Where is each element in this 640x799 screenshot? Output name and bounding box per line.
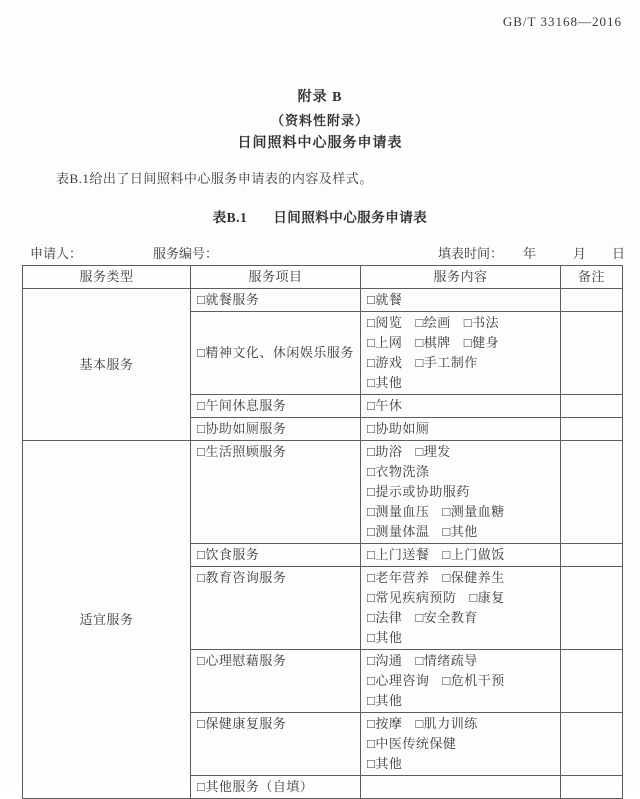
remark-cell bbox=[561, 713, 623, 776]
checkbox-option bbox=[367, 315, 402, 330]
intro-paragraph: 表B.1给出了日间照料中心服务申请表的内容及样式。 bbox=[56, 171, 373, 186]
checkbox-icon: □ bbox=[367, 653, 376, 668]
checkbox-option bbox=[464, 315, 499, 330]
checkbox-icon: □ bbox=[442, 570, 451, 585]
table-row bbox=[23, 441, 623, 544]
checkbox-option bbox=[367, 421, 429, 436]
checkbox-icon: □ bbox=[367, 547, 376, 562]
service-item-cell bbox=[191, 395, 361, 418]
content-line bbox=[367, 373, 554, 393]
checkbox-option bbox=[415, 444, 450, 459]
day-label: 日 bbox=[612, 246, 626, 261]
option-label: 其他 bbox=[375, 756, 403, 771]
checkbox-option bbox=[367, 547, 429, 562]
checkbox-icon: □ bbox=[197, 547, 206, 562]
checkbox-icon: □ bbox=[197, 292, 206, 307]
option-label: 沟通 bbox=[375, 653, 403, 668]
remark-cell bbox=[561, 776, 623, 799]
checkbox-option bbox=[442, 673, 504, 688]
option-label: 阅览 bbox=[375, 315, 403, 330]
checkbox-option bbox=[469, 590, 504, 605]
checkbox-option bbox=[367, 610, 402, 625]
checkbox-option bbox=[442, 547, 504, 562]
content-line bbox=[367, 568, 554, 588]
option-label: 中医传统保健 bbox=[375, 736, 457, 751]
checkbox-icon: □ bbox=[367, 504, 376, 519]
option-label: 情绪疏导 bbox=[423, 653, 478, 668]
checkbox-icon: □ bbox=[197, 716, 206, 731]
option-label: 其他 bbox=[450, 524, 478, 539]
option-label: 肌力训练 bbox=[423, 716, 478, 731]
checkbox-icon: □ bbox=[442, 547, 451, 562]
remark-cell bbox=[561, 441, 623, 544]
checkbox-icon: □ bbox=[367, 484, 376, 499]
service-application-table bbox=[22, 265, 623, 799]
option-label: 提示或协助服药 bbox=[375, 484, 470, 499]
checkbox-option bbox=[415, 653, 477, 668]
column-header-remark: 备注 bbox=[561, 266, 623, 289]
remark-cell bbox=[561, 418, 623, 441]
checkbox-icon: □ bbox=[415, 315, 424, 330]
service-item-cell bbox=[191, 418, 361, 441]
checkbox-icon: □ bbox=[367, 464, 376, 479]
option-label: 危机干预 bbox=[450, 673, 505, 688]
service-item-label: 其他服务（自填） bbox=[205, 779, 314, 794]
option-label: 游戏 bbox=[375, 355, 403, 370]
checkbox-icon: □ bbox=[197, 421, 206, 436]
option-label: 助浴 bbox=[375, 444, 403, 459]
service-item-cell bbox=[191, 567, 361, 650]
checkbox-option bbox=[367, 355, 402, 370]
service-table-body bbox=[23, 289, 623, 799]
content-line bbox=[367, 545, 554, 565]
option-label: 其他 bbox=[375, 375, 403, 390]
checkbox-icon: □ bbox=[463, 335, 473, 350]
table-caption-number: 表B.1 bbox=[212, 210, 248, 225]
checkbox-icon: □ bbox=[415, 444, 424, 459]
content-line bbox=[367, 628, 554, 648]
checkbox-icon: □ bbox=[415, 610, 424, 625]
checkbox-icon: □ bbox=[367, 716, 376, 731]
service-item-label: 保健康复服务 bbox=[205, 716, 287, 731]
checkbox-option bbox=[367, 570, 429, 585]
checkbox-option bbox=[415, 315, 450, 330]
remark-cell bbox=[561, 544, 623, 567]
option-label: 协助如厕 bbox=[375, 421, 430, 436]
content-line bbox=[367, 714, 554, 734]
option-label: 测量血压 bbox=[375, 504, 430, 519]
option-label: 上网 bbox=[375, 335, 403, 350]
checkbox-icon: □ bbox=[367, 570, 376, 585]
option-label: 其他 bbox=[375, 693, 403, 708]
checkbox-option bbox=[367, 693, 402, 708]
service-item-cell bbox=[191, 312, 361, 395]
service-item-label: 心理慰藉服务 bbox=[205, 653, 287, 668]
service-number-label: 服务编号： bbox=[153, 246, 219, 261]
checkbox-icon: □ bbox=[415, 355, 424, 370]
service-item-label: 就餐服务 bbox=[205, 292, 260, 307]
content-line bbox=[367, 442, 554, 462]
appendix-name: 日间照料中心服务申请表 bbox=[237, 136, 403, 151]
content-line bbox=[367, 462, 554, 482]
checkbox-option bbox=[367, 590, 456, 605]
checkbox-option bbox=[367, 375, 402, 390]
service-item-label: 饮食服务 bbox=[205, 547, 260, 562]
checkbox-icon: □ bbox=[367, 421, 376, 436]
option-label: 棋牌 bbox=[423, 335, 451, 350]
checkbox-icon: □ bbox=[463, 315, 473, 330]
content-line bbox=[367, 333, 554, 353]
checkbox-option bbox=[367, 398, 402, 413]
checkbox-icon: □ bbox=[367, 398, 376, 413]
appendix-title: 附录 B bbox=[297, 90, 343, 105]
checkbox-option bbox=[442, 524, 477, 539]
checkbox-option bbox=[367, 630, 402, 645]
service-item-label: 生活照顾服务 bbox=[205, 444, 287, 459]
checkbox-option bbox=[415, 355, 477, 370]
option-label: 衣物洗涤 bbox=[375, 464, 430, 479]
checkbox-option bbox=[367, 653, 402, 668]
column-header-service-content: 服务内容 bbox=[361, 266, 561, 289]
service-content-cell bbox=[361, 289, 561, 312]
service-content-cell bbox=[361, 395, 561, 418]
option-label: 其他 bbox=[375, 630, 403, 645]
remark-cell bbox=[561, 312, 623, 395]
service-content-cell bbox=[361, 650, 561, 713]
content-line bbox=[367, 734, 554, 754]
service-item-cell bbox=[191, 650, 361, 713]
option-label: 书法 bbox=[472, 315, 500, 330]
service-content-cell bbox=[361, 776, 561, 799]
service-item-cell bbox=[191, 776, 361, 799]
remark-cell bbox=[561, 567, 623, 650]
checkbox-icon: □ bbox=[367, 610, 376, 625]
service-item-cell bbox=[191, 713, 361, 776]
checkbox-icon: □ bbox=[367, 524, 376, 539]
service-content-cell bbox=[361, 418, 561, 441]
content-line bbox=[367, 313, 554, 333]
remark-cell bbox=[561, 650, 623, 713]
checkbox-icon: □ bbox=[197, 570, 206, 585]
checkbox-icon: □ bbox=[197, 398, 206, 413]
option-label: 午休 bbox=[375, 398, 403, 413]
checkbox-icon: □ bbox=[415, 335, 424, 350]
checkbox-icon: □ bbox=[367, 315, 376, 330]
option-label: 老年营养 bbox=[375, 570, 430, 585]
option-label: 理发 bbox=[423, 444, 451, 459]
service-item-cell bbox=[191, 289, 361, 312]
content-line bbox=[367, 691, 554, 711]
service-item-label: 协助如厕服务 bbox=[205, 421, 287, 436]
checkbox-icon: □ bbox=[367, 375, 376, 390]
checkbox-icon: □ bbox=[197, 653, 206, 668]
option-label: 康复 bbox=[477, 590, 505, 605]
checkbox-icon: □ bbox=[442, 673, 451, 688]
service-item-cell bbox=[191, 441, 361, 544]
checkbox-option bbox=[367, 335, 402, 350]
content-line bbox=[367, 419, 554, 439]
service-content-cell bbox=[361, 312, 561, 395]
service-content-cell bbox=[361, 441, 561, 544]
checkbox-option bbox=[367, 292, 402, 307]
checkbox-icon: □ bbox=[367, 736, 376, 751]
checkbox-icon: □ bbox=[367, 292, 376, 307]
checkbox-icon: □ bbox=[442, 504, 451, 519]
content-line bbox=[367, 396, 554, 416]
standard-number: GB/T 33168—2016 bbox=[502, 14, 622, 29]
service-content-cell bbox=[361, 544, 561, 567]
service-item-label: 午间休息服务 bbox=[205, 398, 287, 413]
checkbox-option bbox=[415, 335, 450, 350]
checkbox-option bbox=[367, 736, 456, 751]
checkbox-option bbox=[367, 464, 429, 479]
option-label: 保健养生 bbox=[450, 570, 505, 585]
service-item-cell bbox=[191, 544, 361, 567]
checkbox-icon: □ bbox=[197, 345, 206, 360]
option-label: 测量血糖 bbox=[450, 504, 505, 519]
service-item-label: 精神文化、休闲娱乐服务 bbox=[205, 345, 354, 360]
checkbox-icon: □ bbox=[367, 590, 376, 605]
checkbox-option bbox=[367, 716, 402, 731]
checkbox-option bbox=[415, 610, 477, 625]
checkbox-option bbox=[442, 570, 504, 585]
applicant-label: 申请人： bbox=[30, 246, 83, 261]
checkbox-icon: □ bbox=[367, 673, 376, 688]
checkbox-icon: □ bbox=[415, 716, 424, 731]
checkbox-icon: □ bbox=[197, 444, 206, 459]
service-item-label: 教育咨询服务 bbox=[205, 570, 287, 585]
appendix-note: （资料性附录） bbox=[270, 113, 369, 128]
checkbox-icon: □ bbox=[442, 524, 451, 539]
title-block bbox=[0, 86, 640, 155]
checkbox-option bbox=[367, 756, 402, 771]
content-line bbox=[367, 754, 554, 774]
checkbox-option bbox=[367, 504, 429, 519]
checkbox-option bbox=[464, 335, 499, 350]
option-label: 上门做饭 bbox=[450, 547, 505, 562]
option-label: 法律 bbox=[375, 610, 403, 625]
option-label: 绘画 bbox=[423, 315, 451, 330]
checkbox-option bbox=[367, 673, 429, 688]
content-line bbox=[367, 353, 554, 373]
content-line bbox=[367, 290, 554, 310]
table-caption bbox=[0, 206, 640, 226]
content-line bbox=[367, 608, 554, 628]
content-line bbox=[367, 651, 554, 671]
option-label: 按摩 bbox=[375, 716, 403, 731]
checkbox-icon: □ bbox=[469, 590, 478, 605]
remark-cell bbox=[561, 289, 623, 312]
content-line bbox=[367, 588, 554, 608]
column-header-service-item: 服务项目 bbox=[191, 266, 361, 289]
content-line bbox=[367, 671, 554, 691]
column-header-service-type: 服务类型 bbox=[23, 266, 191, 289]
service-content-cell bbox=[361, 713, 561, 776]
option-label: 测量体温 bbox=[375, 524, 430, 539]
checkbox-option bbox=[367, 524, 429, 539]
checkbox-icon: □ bbox=[367, 756, 376, 771]
option-label: 就餐 bbox=[375, 292, 403, 307]
checkbox-icon: □ bbox=[367, 355, 376, 370]
service-content-cell bbox=[361, 567, 561, 650]
content-line bbox=[367, 522, 554, 542]
form-meta-row bbox=[0, 243, 640, 263]
checkbox-icon: □ bbox=[367, 335, 376, 350]
remark-cell bbox=[561, 395, 623, 418]
option-label: 健身 bbox=[472, 335, 500, 350]
fill-time-label: 填表时间： bbox=[438, 246, 504, 261]
option-label: 常见疾病预防 bbox=[375, 590, 457, 605]
checkbox-option bbox=[367, 444, 402, 459]
option-label: 心理咨询 bbox=[375, 673, 430, 688]
year-label: 年 bbox=[523, 246, 537, 261]
checkbox-icon: □ bbox=[197, 779, 206, 794]
table-caption-text: 日间照料中心服务申请表 bbox=[273, 210, 428, 225]
checkbox-icon: □ bbox=[367, 630, 376, 645]
checkbox-icon: □ bbox=[367, 693, 376, 708]
content-line bbox=[367, 502, 554, 522]
service-type-cell: 基本服务 bbox=[23, 289, 191, 441]
checkbox-icon: □ bbox=[415, 653, 424, 668]
checkbox-icon: □ bbox=[367, 444, 376, 459]
checkbox-option bbox=[442, 504, 504, 519]
month-label: 月 bbox=[573, 246, 587, 261]
checkbox-option bbox=[367, 484, 470, 499]
content-line bbox=[367, 482, 554, 502]
table-row bbox=[23, 289, 623, 312]
option-label: 安全教育 bbox=[423, 610, 478, 625]
table-header-row bbox=[23, 266, 623, 289]
option-label: 手工制作 bbox=[423, 355, 478, 370]
checkbox-option bbox=[415, 716, 477, 731]
service-type-cell: 适宜服务 bbox=[23, 441, 191, 799]
option-label: 上门送餐 bbox=[375, 547, 430, 562]
